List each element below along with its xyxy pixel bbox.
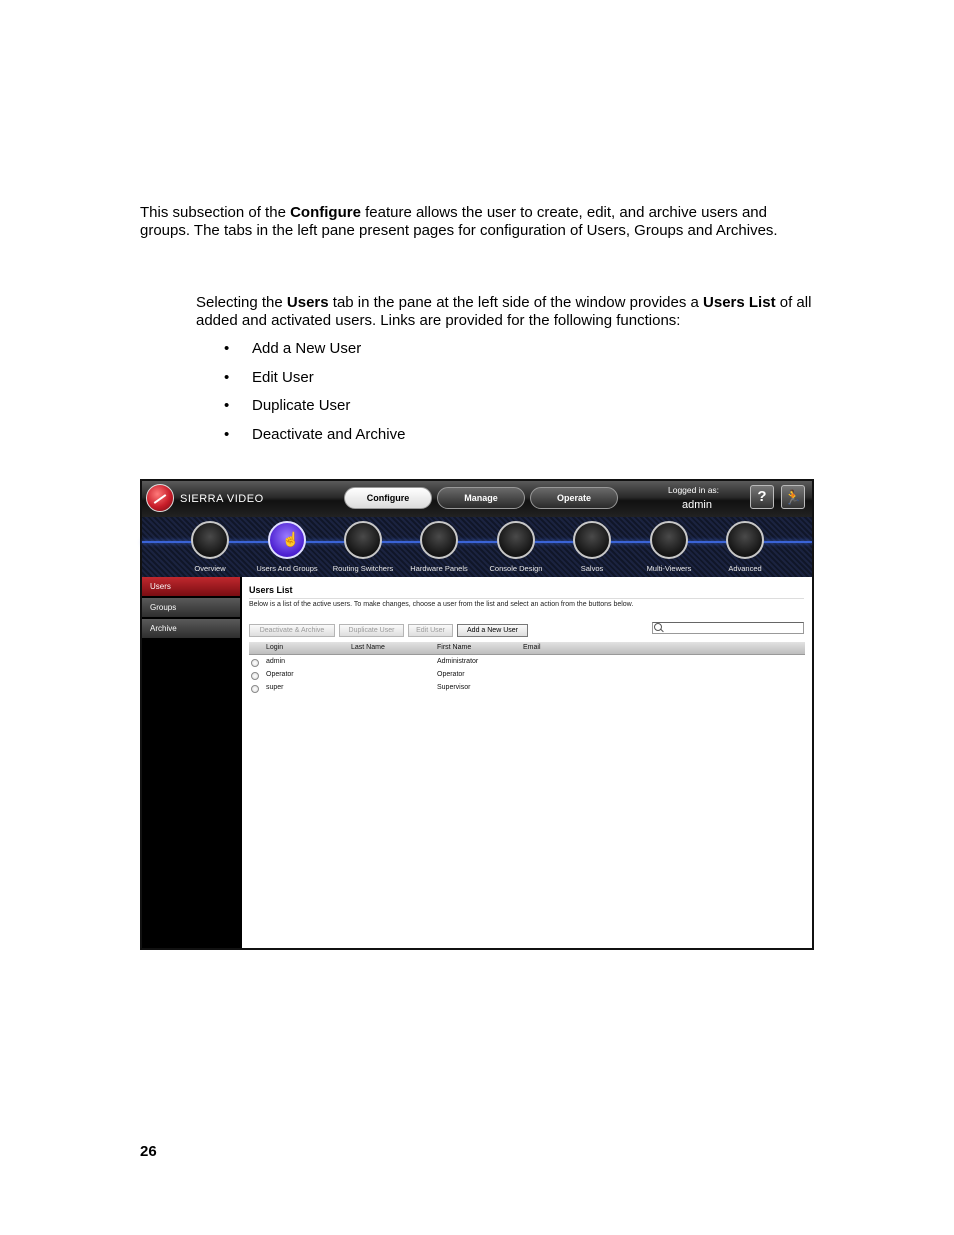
nav-users-and-groups[interactable] — [249, 521, 325, 577]
intro-paragraph — [140, 204, 820, 240]
intro-text-2: feature allows the user to create, edit, and archive users and groups. The tabs in the left pane present pages for configuration of Users, Groups and Archives. — [140, 204, 778, 239]
exit-icon[interactable]: 🏃 — [781, 485, 805, 509]
nav-overview[interactable] — [172, 521, 248, 577]
nav-knob-active-icon — [268, 521, 306, 559]
nav-knob-icon — [573, 521, 611, 559]
nav-knob-icon — [344, 521, 382, 559]
users-text-1: Selecting the — [196, 294, 287, 311]
nav-label: Users And Groups — [256, 564, 318, 573]
top-bar — [142, 481, 812, 517]
list-item: • Edit User — [224, 369, 405, 398]
configure-button[interactable]: Configure — [344, 487, 432, 509]
cell-login: Operator — [266, 671, 294, 678]
page-number: 26 — [140, 1143, 157, 1160]
users-paragraph — [196, 294, 816, 330]
row-select-radio[interactable] — [251, 672, 259, 680]
users-bold-users-list: Users List — [703, 294, 776, 311]
column-header-email[interactable]: Email — [523, 644, 541, 651]
nav-console-design[interactable] — [478, 521, 554, 577]
intro-bold-configure: Configure — [290, 204, 361, 221]
cell-first-name: Operator — [437, 671, 465, 678]
nav-knob-icon — [497, 521, 535, 559]
feature-nav — [142, 517, 812, 577]
function-list — [224, 340, 405, 454]
sidebar-item-users[interactable]: Users — [142, 577, 240, 596]
column-header-first-name[interactable]: First Name — [437, 644, 472, 651]
users-bold-users: Users — [286, 294, 329, 311]
sidebar-item-groups[interactable]: Groups — [142, 598, 240, 617]
users-text-2: tab in the pane at the left side of the window provides a — [328, 294, 704, 311]
nav-knob-icon — [650, 521, 688, 559]
list-item: • Duplicate User — [224, 397, 405, 426]
cell-login: admin — [266, 658, 286, 665]
duplicate-user-button[interactable]: Duplicate User — [339, 624, 404, 637]
cell-login: super — [266, 684, 284, 691]
nav-knob-icon — [191, 521, 229, 559]
nav-label: Routing Switchers — [332, 564, 394, 573]
users-text-3: of all added and activated users. Links are provided for the following functions: — [196, 294, 812, 329]
left-pane — [142, 577, 240, 948]
table-row[interactable] — [249, 682, 805, 695]
nav-label: Multi-Viewers — [646, 564, 692, 573]
search-icon — [654, 623, 662, 631]
nav-salvos[interactable] — [554, 521, 630, 577]
help-icon[interactable]: ? — [750, 485, 774, 509]
nav-label: Hardware Panels — [410, 564, 468, 573]
nav-advanced[interactable] — [707, 521, 783, 577]
nav-label: Salvos — [580, 564, 604, 573]
manage-button[interactable]: Manage — [437, 487, 525, 509]
edit-user-button[interactable]: Edit User — [408, 624, 453, 637]
nav-hardware-panels[interactable] — [401, 521, 477, 577]
page-description: Below is a list of the active users. To make changes, choose a user from the list and select an action from the buttons below. — [249, 601, 634, 608]
nav-label: Overview — [194, 564, 226, 573]
search-input[interactable] — [652, 622, 804, 634]
table-header — [249, 642, 805, 655]
title-divider — [249, 598, 804, 599]
operate-button[interactable]: Operate — [530, 487, 618, 509]
list-item: • Deactivate and Archive — [224, 426, 405, 455]
deactivate-archive-button[interactable]: Deactivate & Archive — [249, 624, 335, 637]
column-header-last-name[interactable]: Last Name — [351, 644, 385, 651]
content-pane — [242, 577, 812, 948]
nav-label: Console Design — [489, 564, 543, 573]
list-item: • Add a New User — [224, 340, 405, 369]
sidebar-item-archive[interactable]: Archive — [142, 619, 240, 638]
logged-in-label: Logged in as: — [668, 485, 720, 495]
add-new-user-button[interactable]: Add a New User — [457, 624, 528, 637]
table-row[interactable] — [249, 669, 805, 682]
page-title: Users List — [249, 585, 293, 595]
row-select-radio[interactable] — [251, 685, 259, 693]
nav-multi-viewers[interactable] — [631, 521, 707, 577]
nav-knob-icon — [420, 521, 458, 559]
column-header-login[interactable]: Login — [266, 644, 284, 651]
logged-in-user: admin — [682, 499, 712, 511]
cell-first-name: Administrator — [437, 658, 479, 665]
nav-knob-icon — [726, 521, 764, 559]
row-select-radio[interactable] — [251, 659, 259, 667]
app-screenshot — [140, 479, 814, 950]
nav-routing-switchers[interactable] — [325, 521, 401, 577]
sierra-logo-icon — [146, 484, 174, 512]
nav-label: Advanced — [728, 564, 762, 573]
intro-text-1: This subsection of the — [140, 204, 291, 221]
cell-first-name: Supervisor — [437, 684, 471, 691]
table-row[interactable] — [249, 656, 805, 669]
brand-name: SIERRA VIDEO — [180, 493, 264, 505]
